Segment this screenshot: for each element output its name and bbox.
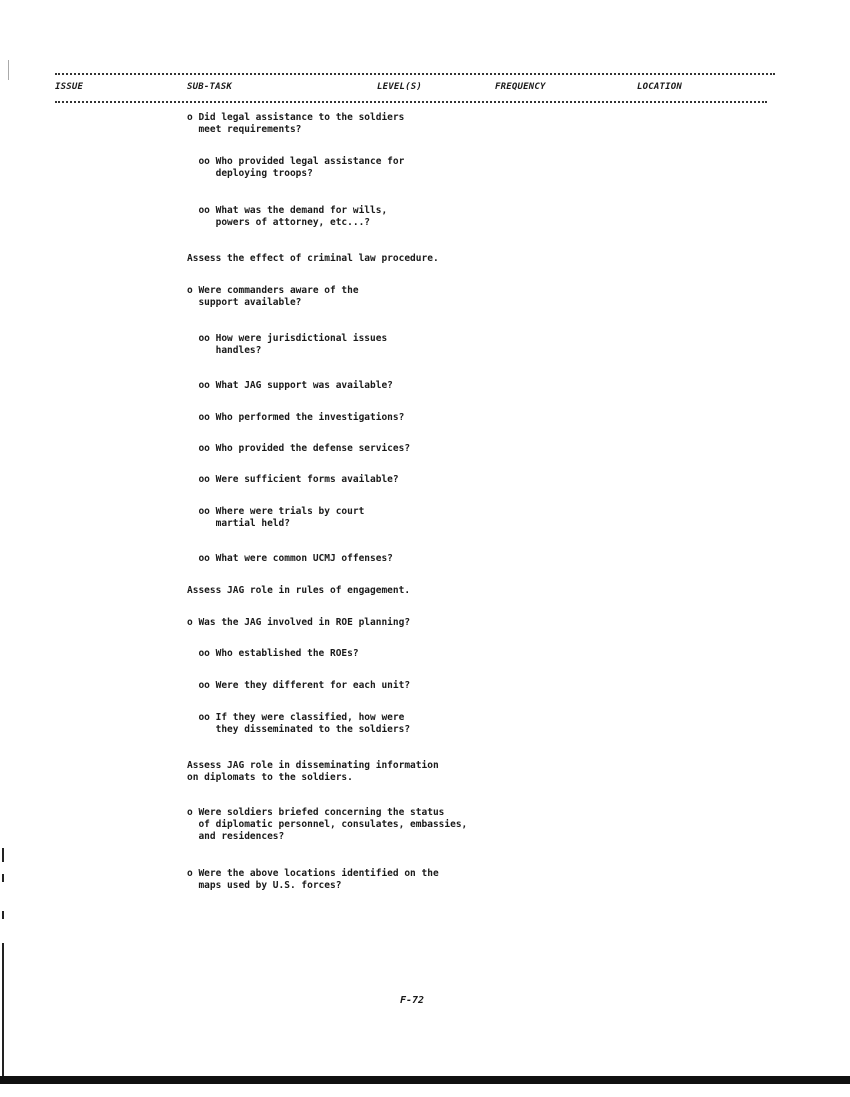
subtask-heading: Assess the effect of criminal law procedure. bbox=[187, 253, 439, 264]
subtask-line: deploying troops? bbox=[187, 168, 313, 179]
column-header-frequency: FREQUENCY bbox=[495, 82, 546, 92]
scan-edge-mark bbox=[2, 874, 4, 882]
header-top-rule bbox=[55, 73, 775, 75]
page-number: F-72 bbox=[400, 995, 425, 1006]
subtask-line: o Did legal assistance to the soldiers bbox=[187, 112, 405, 123]
subtask-line: oo Who provided legal assistance for bbox=[187, 156, 405, 167]
subtask-line: martial held? bbox=[187, 518, 290, 529]
header-bottom-rule bbox=[55, 101, 767, 103]
subtask-line: o Were the above locations identified on the bbox=[187, 868, 439, 879]
subtask-line: o Were soldiers briefed concerning the status bbox=[187, 807, 445, 818]
subtask-line: of diplomatic personnel, consulates, embassies, bbox=[187, 819, 468, 830]
subtask-line: oo What were common UCMJ offenses? bbox=[187, 553, 393, 564]
subtask-heading: Assess JAG role in rules of engagement. bbox=[187, 585, 411, 596]
subtask-line: oo What JAG support was available? bbox=[187, 380, 393, 391]
scan-edge-mark bbox=[2, 911, 4, 919]
scan-edge-mark bbox=[8, 60, 9, 80]
subtask-line: oo If they were classified, how were bbox=[187, 712, 405, 723]
subtask-line: powers of attorney, etc...? bbox=[187, 217, 371, 228]
scan-edge-mark bbox=[2, 943, 4, 1076]
column-header-issue: ISSUE bbox=[55, 82, 84, 92]
subtask-line: they disseminated to the soldiers? bbox=[187, 724, 411, 735]
subtask-line: oo Who provided the defense services? bbox=[187, 443, 411, 454]
subtask-heading: Assess JAG role in disseminating information bbox=[187, 760, 439, 771]
subtask-line: oo Were they different for each unit? bbox=[187, 680, 411, 691]
subtask-line: handles? bbox=[187, 345, 262, 356]
subtask-line: o Were commanders aware of the bbox=[187, 285, 359, 296]
subtask-line: oo How were jurisdictional issues bbox=[187, 333, 388, 344]
scan-bottom-bar bbox=[0, 1076, 850, 1084]
subtask-line: oo What was the demand for wills, bbox=[187, 205, 388, 216]
column-header-subtask: SUB-TASK bbox=[187, 82, 232, 92]
subtask-line: oo Where were trials by court bbox=[187, 506, 365, 517]
column-header-location: LOCATION bbox=[637, 82, 682, 92]
subtask-line: o Was the JAG involved in ROE planning? bbox=[187, 617, 411, 628]
subtask-line: meet requirements? bbox=[187, 124, 302, 135]
subtask-line: oo Who established the ROEs? bbox=[187, 648, 359, 659]
subtask-line: support available? bbox=[187, 297, 302, 308]
subtask-line: oo Were sufficient forms available? bbox=[187, 474, 399, 485]
subtask-line: maps used by U.S. forces? bbox=[187, 880, 342, 891]
column-header-levels: LEVEL(S) bbox=[377, 82, 422, 92]
subtask-line: oo Who performed the investigations? bbox=[187, 412, 405, 423]
scan-edge-mark bbox=[2, 848, 4, 862]
subtask-line: and residences? bbox=[187, 831, 285, 842]
subtask-heading: on diplomats to the soldiers. bbox=[187, 772, 353, 783]
